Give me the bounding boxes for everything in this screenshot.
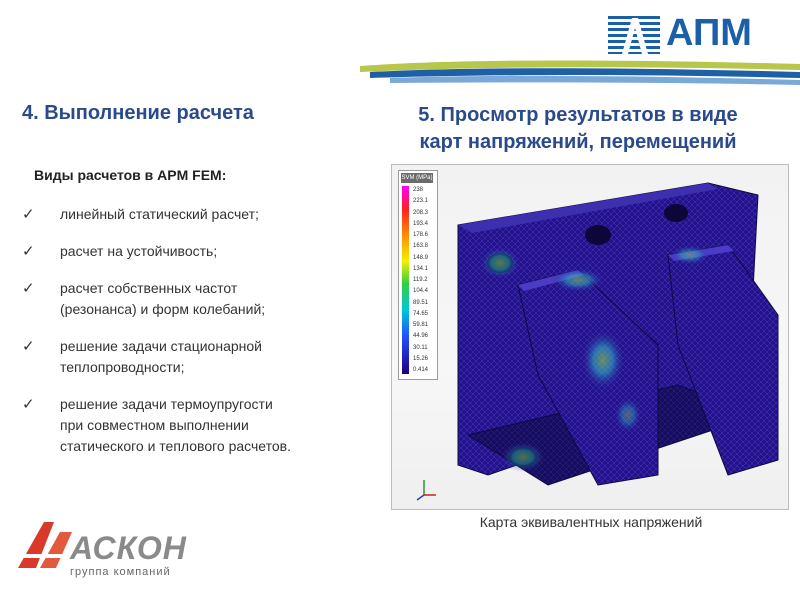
legend-value: 74.65: [413, 310, 429, 317]
apm-logo-mark-icon: [608, 14, 660, 54]
legend-value: 15.26: [413, 355, 429, 362]
list-item-text: расчет собственных частот: [60, 280, 238, 296]
askon-group-label: группа компаний: [70, 566, 171, 578]
askon-logo-mark-icon: [14, 518, 74, 572]
legend-title: SVM (MPa): [401, 175, 433, 181]
askon-logo-text: АСКОН: [70, 530, 187, 566]
checkmark-icon: ✓: [22, 206, 35, 223]
section-5-heading-line: карт напряжений, перемещений: [419, 131, 737, 153]
list-item-text: решение задачи термоупругости: [60, 396, 273, 412]
checkmark-icon: ✓: [22, 396, 35, 413]
list-item-text: статического и теплового расчетов.: [60, 438, 291, 454]
calc-types-list: [22, 204, 367, 457]
header-swoosh: [350, 58, 800, 90]
stress-legend: [398, 170, 438, 380]
list-item: [22, 204, 367, 225]
stress-map-caption: Карта эквивалентных напряжений: [479, 514, 703, 530]
list-item: [22, 394, 367, 457]
checkmark-icon: ✓: [22, 243, 35, 260]
list-item: [22, 278, 367, 320]
legend-value: 134.1: [413, 265, 429, 272]
checkmark-icon: ✓: [22, 280, 35, 297]
list-item-text: линейный статический расчет;: [60, 206, 259, 222]
legend-value: 30.11: [413, 344, 428, 351]
fem-mesh-model: [428, 175, 788, 505]
legend-value: 163.8: [413, 243, 429, 250]
axes-triad-icon: [414, 477, 438, 501]
calc-types-subheading: Виды расчетов в APM FEM:: [34, 167, 227, 183]
apm-logo-text: АПМ: [666, 12, 752, 54]
list-item-text: решение задачи стационарной: [60, 338, 262, 354]
list-item-text: теплопроводности;: [60, 359, 185, 375]
stress-map-viewport[interactable]: [391, 164, 789, 510]
askon-logo: [14, 512, 194, 588]
list-item-text: расчет на устойчивость;: [60, 243, 218, 259]
legend-value: 89.51: [413, 299, 429, 306]
legend-value: 119.2: [413, 277, 428, 283]
list-item-text: (резонанса) и форм колебаний;: [60, 301, 266, 317]
legend-value: 44.96: [413, 333, 429, 340]
apm-logo: [608, 14, 790, 54]
section-4-heading: 4. Выполнение расчета: [22, 102, 254, 124]
legend-value: 104.4: [413, 288, 429, 295]
section-5-heading-line: 5. Просмотр результатов в виде: [418, 104, 738, 126]
legend-value: 0.414: [413, 367, 429, 373]
list-item: [22, 241, 367, 262]
legend-value: 193.4: [413, 220, 429, 227]
checkmark-icon: ✓: [22, 338, 35, 355]
legend-value: 59.81: [413, 322, 429, 328]
list-item: [22, 336, 367, 378]
legend-value: 238: [413, 187, 424, 193]
legend-value: 208.3: [413, 209, 429, 216]
legend-value: 148.9: [413, 254, 429, 261]
legend-value: 223.1: [413, 198, 429, 205]
legend-color-scale: [402, 186, 409, 374]
legend-value: 178.6: [413, 232, 429, 238]
list-item-text: при совместном выполнении: [60, 417, 249, 433]
section-5-heading: [372, 102, 784, 156]
